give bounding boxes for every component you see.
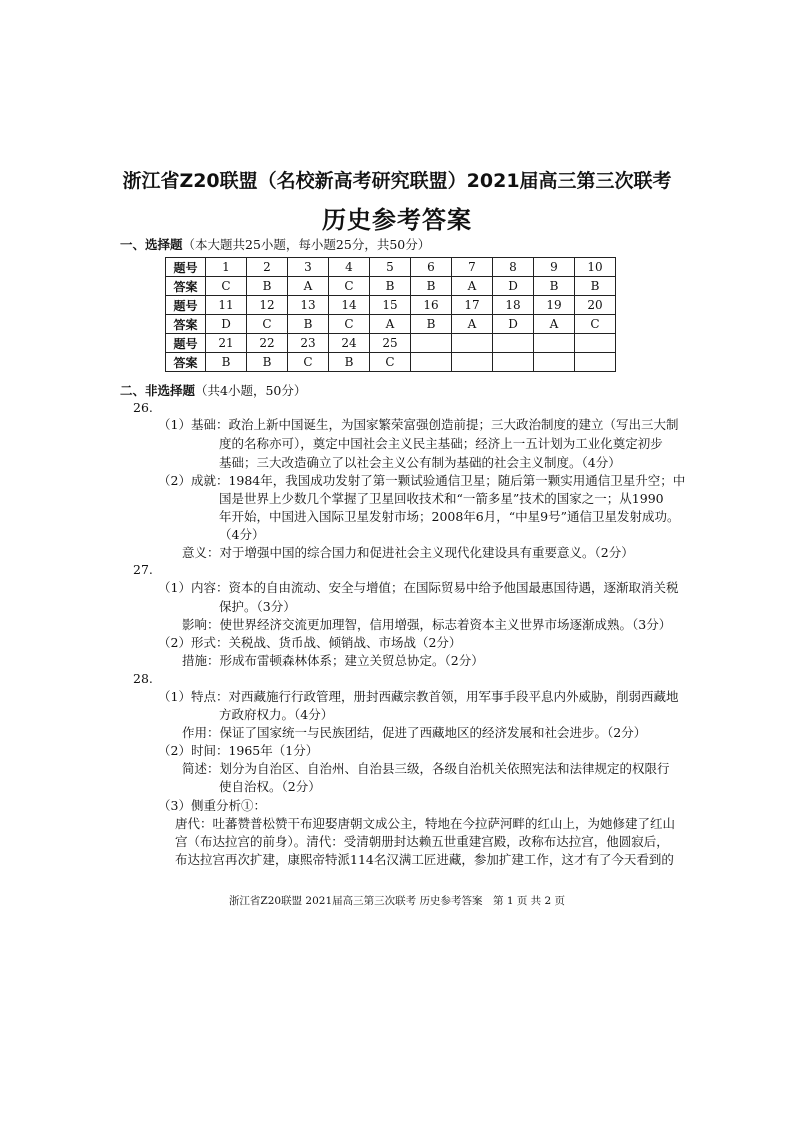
table-cell: 13	[288, 296, 329, 315]
table-cell: 15	[370, 296, 411, 315]
answer-line: 作用：保证了国家统一与民族团结，促进了西藏地区的经济发展和社会进步。（2分）	[182, 725, 647, 740]
table-cell: 4	[329, 258, 370, 277]
table-cell: 17	[452, 296, 493, 315]
table-cell: D	[493, 277, 534, 296]
table-cell	[534, 334, 575, 353]
answer-line: 措施：形成布雷顿森林体系；建立关贸总协定。（2分）	[182, 653, 484, 668]
answer-line: 影响：使世界经济交流更加理智，信用增强，标志着资本主义世界市场逐渐成熟。（3分）	[182, 617, 672, 632]
table-cell: B	[534, 277, 575, 296]
table-cell: B	[575, 277, 616, 296]
table-row	[166, 258, 616, 277]
table-cell: B	[247, 353, 288, 372]
answer-line: （3）侧重分析①：	[158, 798, 266, 813]
header-cell: 题号	[166, 296, 206, 315]
table-cell	[493, 334, 534, 353]
table-cell: D	[206, 315, 247, 334]
answer-line: 度的名称亦可），奠定中国社会主义民主基础；经济上一五计划为工业化奠定初步	[219, 436, 663, 451]
section-choice-note: （本大题共25小题，每小题25分，共50分）	[182, 237, 431, 252]
page-footer: 浙江省Z20联盟 2021届高三第三次联考 历史参考答案 第 1 页 共 2 页	[228, 895, 566, 907]
header-cell: 题号	[166, 334, 206, 353]
header-cell: 答案	[166, 353, 206, 372]
table-cell: B	[411, 315, 452, 334]
question-number: 26.	[133, 400, 153, 415]
table-cell: B	[206, 353, 247, 372]
answer-line: 简述：划分为自治区、自治州、自治县三级，各级自治机关依照宪法和法律规定的权限行	[182, 761, 670, 776]
table-cell: 25	[370, 334, 411, 353]
table-row	[166, 353, 616, 372]
answer-line: 年开始，中国进入国际卫星发射市场；2008年6月，“中星9号”通信卫星发射成功。	[219, 509, 680, 524]
section-choice-heading	[120, 235, 430, 253]
table-cell: B	[329, 353, 370, 372]
table-cell: 7	[452, 258, 493, 277]
table-cell: C	[288, 353, 329, 372]
header-cell: 题号	[166, 258, 206, 277]
question-number: 28.	[133, 671, 153, 686]
table-cell: 10	[575, 258, 616, 277]
table-row	[166, 315, 616, 334]
answer-line: （4分）	[219, 527, 265, 542]
header-cell: 答案	[166, 315, 206, 334]
section-essay-title: 二、非选择题	[120, 383, 196, 398]
answer-line: 唐代：吐蕃赞普松赞干布迎娶唐朝文成公主，特地在今拉萨河畔的红山上，为她修建了红山	[175, 816, 676, 831]
table-cell: 6	[411, 258, 452, 277]
table-cell: 1	[206, 258, 247, 277]
answer-line: 意义：对于增强中国的综合国力和促进社会主义现代化建设具有重要意义。（2分）	[182, 545, 634, 560]
table-cell: B	[411, 277, 452, 296]
table-cell: 9	[534, 258, 575, 277]
table-cell: 20	[575, 296, 616, 315]
table-cell: 22	[247, 334, 288, 353]
answer-line: 布达拉宫再次扩建，康熙帝特派114名汉满工匠进藏，参加扩建工作，这才有了今天看到的	[175, 852, 674, 867]
answer-line: 方政府权力。（4分）	[219, 707, 334, 722]
table-cell: B	[247, 277, 288, 296]
answer-line: （2）成就：1984年，我国成功发射了第一颗试验通信卫星；随后第一颗实用通信卫星升空；中	[158, 473, 686, 488]
table-cell: 8	[493, 258, 534, 277]
section-essay-heading	[120, 381, 306, 399]
answer-line: 保护。（3分）	[219, 599, 296, 614]
table-cell: 23	[288, 334, 329, 353]
table-cell: 24	[329, 334, 370, 353]
table-cell: 19	[534, 296, 575, 315]
table-row	[166, 296, 616, 315]
answer-line: 使自治权。（2分）	[219, 779, 321, 794]
table-cell: 14	[329, 296, 370, 315]
table-cell: A	[534, 315, 575, 334]
table-cell: 12	[247, 296, 288, 315]
answer-line: （1）特点：对西藏施行行政管理，册封西藏宗教首领，用军事手段平息内外威胁，削弱西藏地	[158, 689, 679, 704]
table-cell: C	[329, 315, 370, 334]
table-row	[166, 334, 616, 353]
table-cell: 16	[411, 296, 452, 315]
table-cell	[452, 334, 493, 353]
table-cell: C	[329, 277, 370, 296]
table-cell	[452, 353, 493, 372]
section-essay-note: （共4小题，50分）	[195, 383, 307, 398]
table-cell	[575, 334, 616, 353]
table-cell: C	[370, 353, 411, 372]
answer-line: （1）基础：政治上新中国诞生，为国家繁荣富强创造前提；三大政治制度的建立（写出三大制	[158, 417, 679, 432]
answer-line: 基础；三大改造确立了以社会主义公有制为基础的社会主义制度。（4分）	[219, 455, 621, 470]
table-cell: B	[370, 277, 411, 296]
table-cell: A	[370, 315, 411, 334]
table-cell	[411, 353, 452, 372]
header-cell: 答案	[166, 277, 206, 296]
answer-line: 国是世界上少数几个掌握了卫星回收技术和“一箭多星”技术的国家之一；从1990	[219, 491, 664, 506]
answer-line: （2）时间：1965年（1分）	[158, 743, 319, 758]
table-cell: C	[247, 315, 288, 334]
table-row	[166, 277, 616, 296]
question-number: 27.	[133, 562, 153, 577]
table-cell: C	[206, 277, 247, 296]
table-cell: C	[575, 315, 616, 334]
table-cell: 11	[206, 296, 247, 315]
table-cell: 5	[370, 258, 411, 277]
section-choice-title: 一、选择题	[120, 237, 183, 252]
table-cell: 18	[493, 296, 534, 315]
answer-line: （2）形式：关税战、货币战、倾销战、市场战（2分）	[158, 635, 462, 650]
answer-line: （1）内容：资本的自由流动、安全与增值；在国际贸易中给予他国最惠国待遇，逐渐取消关税	[158, 580, 679, 595]
table-cell	[493, 353, 534, 372]
table-cell: A	[452, 315, 493, 334]
table-cell	[534, 353, 575, 372]
table-cell: D	[493, 315, 534, 334]
document-title: 浙江省Z20联盟（名校新高考研究联盟）2021届高三第三次联考	[122, 170, 672, 192]
table-cell	[575, 353, 616, 372]
document-subtitle: 历史参考答案	[322, 206, 472, 234]
table-cell: 2	[247, 258, 288, 277]
table-cell: A	[452, 277, 493, 296]
answer-line: 宫（布达拉宫的前身）。清代：受清朝册封达赖五世重建宫殿，改称布达拉宫，他圆寂后，	[175, 834, 669, 849]
table-cell: 21	[206, 334, 247, 353]
table-cell: A	[288, 277, 329, 296]
table-cell	[411, 334, 452, 353]
table-cell: B	[288, 315, 329, 334]
answer-table	[165, 257, 616, 372]
table-cell: 3	[288, 258, 329, 277]
